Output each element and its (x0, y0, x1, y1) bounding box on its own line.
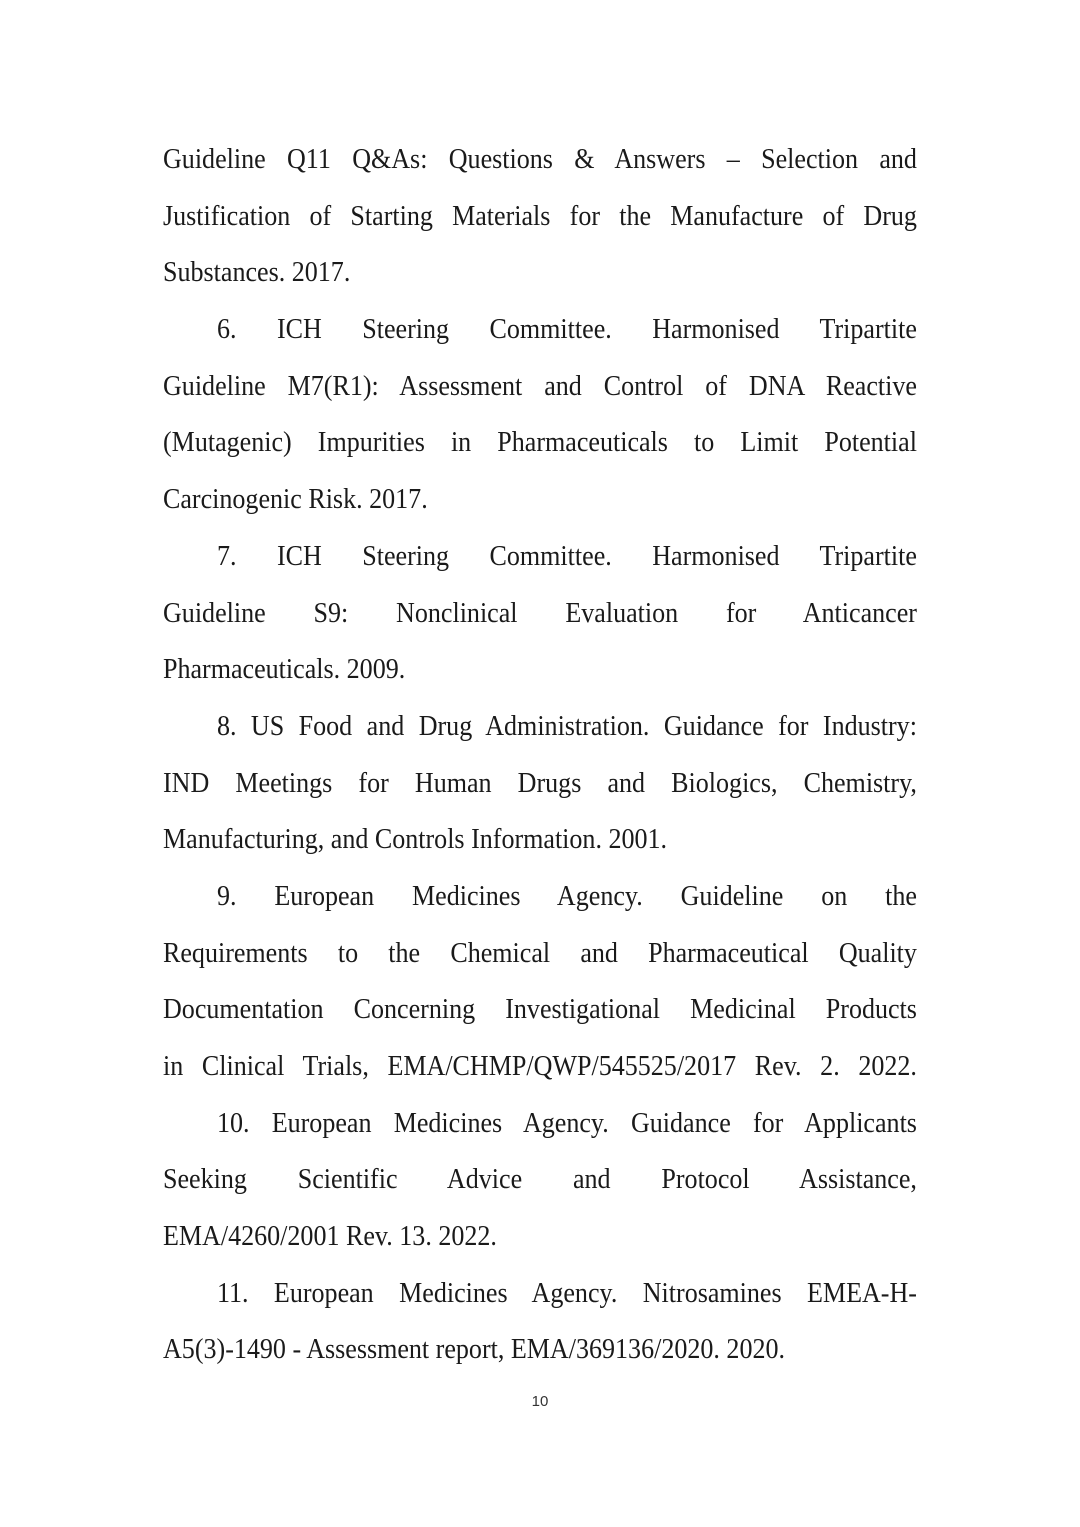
reference-list (163, 138, 917, 1385)
line-text: 7. ICH Steering Committee. Harmonised Tripartite (216, 540, 917, 572)
reference-text-line (163, 195, 917, 252)
reference-text-line (163, 478, 917, 535)
reference-first-line (163, 1102, 917, 1159)
line-text: Guideline Q11 Q&As: Questions & Answers – Selection and (163, 144, 917, 175)
line-text: Guideline S9: Nonclinical Evaluation for Anticancer (163, 597, 917, 629)
line-text: Requirements to the Chemical and Pharmaceutical Quality (163, 937, 917, 969)
line-text: EMA/4260/2001 Rev. 13. 2022. (163, 1221, 497, 1253)
reference-text-line (163, 988, 917, 1045)
reference-text-line (163, 762, 917, 819)
line-text: 6. ICH Steering Committee. Harmonised Tripartite (216, 314, 917, 346)
reference-text-line (163, 592, 917, 649)
reference-first-line (163, 1272, 917, 1329)
line-text: A5(3)-1490 - Assessment report, EMA/369136/2020. 2020. (163, 1334, 786, 1366)
line-text: 9. European Medicines Agency. Guideline on the (216, 880, 917, 912)
reference-first-line (163, 875, 917, 932)
reference-text-line (163, 932, 917, 989)
reference-text-line (163, 421, 917, 478)
line-text: 11. European Medicines Agency. Nitrosamines EMEA-H- (216, 1277, 917, 1309)
reference-text-line (163, 365, 917, 422)
reference-text-line (163, 1045, 917, 1102)
line-text: 10. European Medicines Agency. Guidance for Applicants (216, 1107, 917, 1139)
reference-text-line (163, 1215, 917, 1272)
line-text: Pharmaceuticals. 2009. (163, 654, 406, 686)
line-text: in Clinical Trials, EMA/CHMP/QWP/545525/2017 Rev. 2. 2022. (163, 1051, 917, 1082)
reference-text-line (163, 818, 917, 875)
line-text: Justification of Starting Materials for the Manufacture of Drug (163, 200, 917, 232)
line-text: IND Meetings for Human Drugs and Biologics, Chemistry, (163, 767, 917, 799)
reference-text-line (163, 1158, 917, 1215)
line-text: (Mutagenic) Impurities in Pharmaceuticals to Limit Potential (163, 427, 917, 459)
line-text: Seeking Scientific Advice and Protocol Assistance, (163, 1164, 917, 1196)
reference-text-line (163, 648, 917, 705)
line-text: Documentation Concerning Investigational Medicinal Products (163, 994, 917, 1026)
line-text: Substances. 2017. (163, 257, 351, 289)
reference-text-line (163, 1328, 917, 1385)
line-text: Carcinogenic Risk. 2017. (163, 484, 428, 516)
reference-first-line (163, 308, 917, 365)
line-text: Manufacturing, and Controls Information. 2001. (163, 824, 668, 856)
reference-text-line (163, 251, 917, 308)
reference-first-line (163, 705, 917, 762)
reference-first-line (163, 535, 917, 592)
line-text: 8. US Food and Drug Administration. Guidance for Industry: (216, 710, 917, 742)
reference-text-line (163, 138, 917, 195)
page-number: 10 (531, 1393, 549, 1410)
line-text: Guideline M7(R1): Assessment and Control of DNA Reactive (163, 370, 917, 402)
